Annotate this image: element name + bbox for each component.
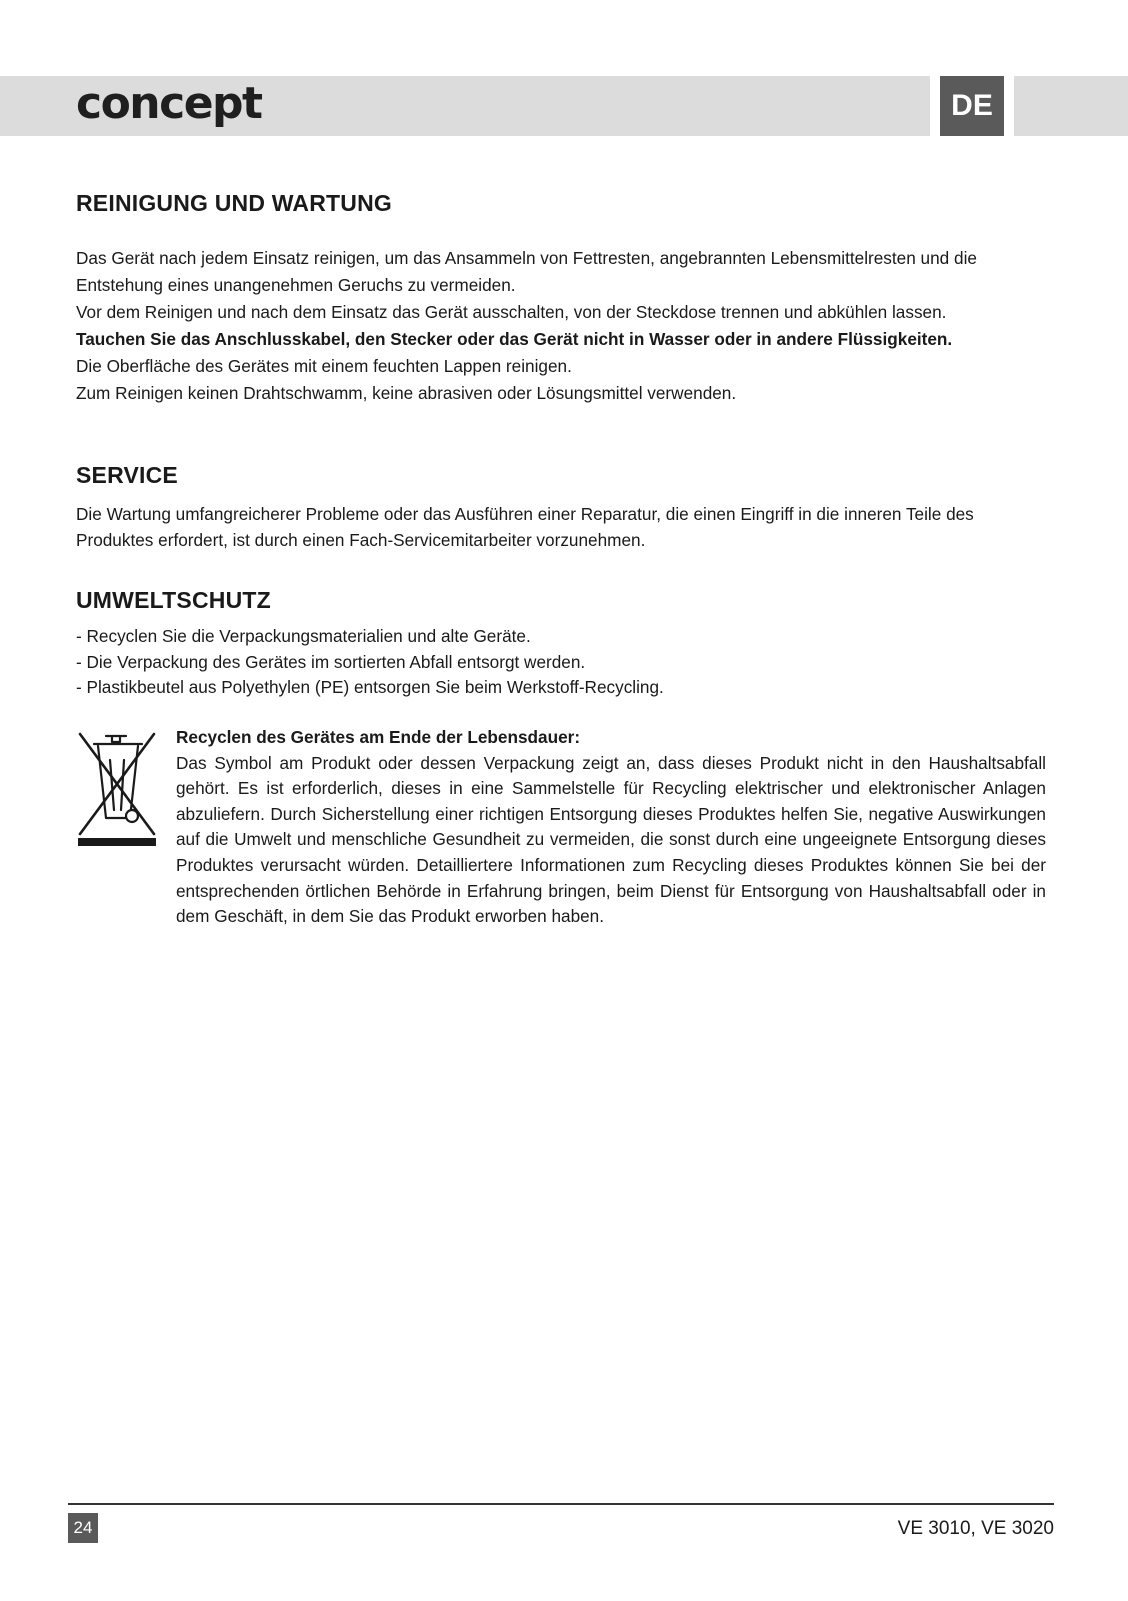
- recycling-paragraph: Das Symbol am Produkt oder dessen Verpackung zeigt an, dass dieses Produkt nicht in den Haushaltsabfall gehört. Es ist erforderlich, dieses in eine Sammelstelle für Recycling elektrischer und elektronischer Anlagen abzuliefern. Durch Sicherstellung einer richtigen Entsorgung dieses Produktes helfen Sie, negative Auswirkungen auf die Umwelt und menschliche Gesundheit zu vermeiden, die sonst durch eine ungeeignete Entsorgung dieses Produktes verursacht würden. Detailliertere Informationen zum Recycling dieses Produktes können Sie bei der entsprechenden örtlichen Behörde in Erfahrung bringen, beim Dienst für Entsorgung von Haushaltsabfall oder in dem Geschäft, in dem Sie das Produkt erworben haben.: [176, 752, 1046, 927]
- header-spacer-right: [1004, 76, 1014, 136]
- header-spacer-left: [930, 76, 940, 136]
- language-badge: DE: [940, 76, 1004, 136]
- model-number: VE 3010, VE 3020: [897, 1518, 1054, 1539]
- footer-divider: [68, 1503, 1054, 1505]
- environment-list: [76, 624, 1046, 701]
- list-item: - Plastikbeutel aus Polyethylen (PE) entsorgen Sie beim Werkstoff-Recycling.: [76, 677, 664, 698]
- cleaning-line: Vor dem Reinigen und nach dem Einsatz das Gerät ausschalten, von der Steckdose trennen und abkühlen lassen.: [76, 302, 947, 322]
- service-paragraph: Die Wartung umfangreicherer Probleme oder das Ausführen einer Reparatur, die einen Eingriff in die inneren Teile des Produktes erfordert, ist durch einen Fach-Servicemitarbeiter vorzunehmen.: [76, 504, 974, 550]
- cleaning-line: Zum Reinigen keinen Drahtschwamm, keine abrasiven oder Lösungsmittel verwenden.: [76, 383, 737, 403]
- brand-logo: concept: [76, 78, 262, 129]
- weee-crossed-bin-icon: [76, 730, 158, 848]
- page-number: 24: [68, 1513, 98, 1543]
- section-title-service: SERVICE: [76, 462, 178, 488]
- list-item: - Die Verpackung des Gerätes im sortierten Abfall entsorgt werden.: [76, 651, 586, 672]
- recycling-title: Recyclen des Gerätes am Ende der Lebensdauer:: [176, 727, 581, 747]
- cleaning-line: Die Oberfläche des Gerätes mit einem feuchten Lappen reinigen.: [76, 356, 572, 376]
- section-title-environment: UMWELTSCHUTZ: [76, 587, 271, 613]
- section-title-cleaning: REINIGUNG UND WARTUNG: [76, 190, 392, 216]
- cleaning-warning: Tauchen Sie das Anschlusskabel, den Stecker oder das Gerät nicht in Wasser oder in andere Flüssigkeiten.: [76, 329, 953, 349]
- cleaning-text: [76, 245, 1046, 407]
- list-item: - Recyclen Sie die Verpackungsmaterialien und alte Geräte.: [76, 626, 531, 646]
- service-text: [76, 502, 1046, 553]
- recycling-info: [176, 725, 1046, 930]
- cleaning-line: Das Gerät nach jedem Einsatz reinigen, um das Ansammeln von Fettresten, angebrannten Lebensmittelresten und die Entstehung eines unangenehmen Geruchs zu vermeiden.: [76, 248, 977, 295]
